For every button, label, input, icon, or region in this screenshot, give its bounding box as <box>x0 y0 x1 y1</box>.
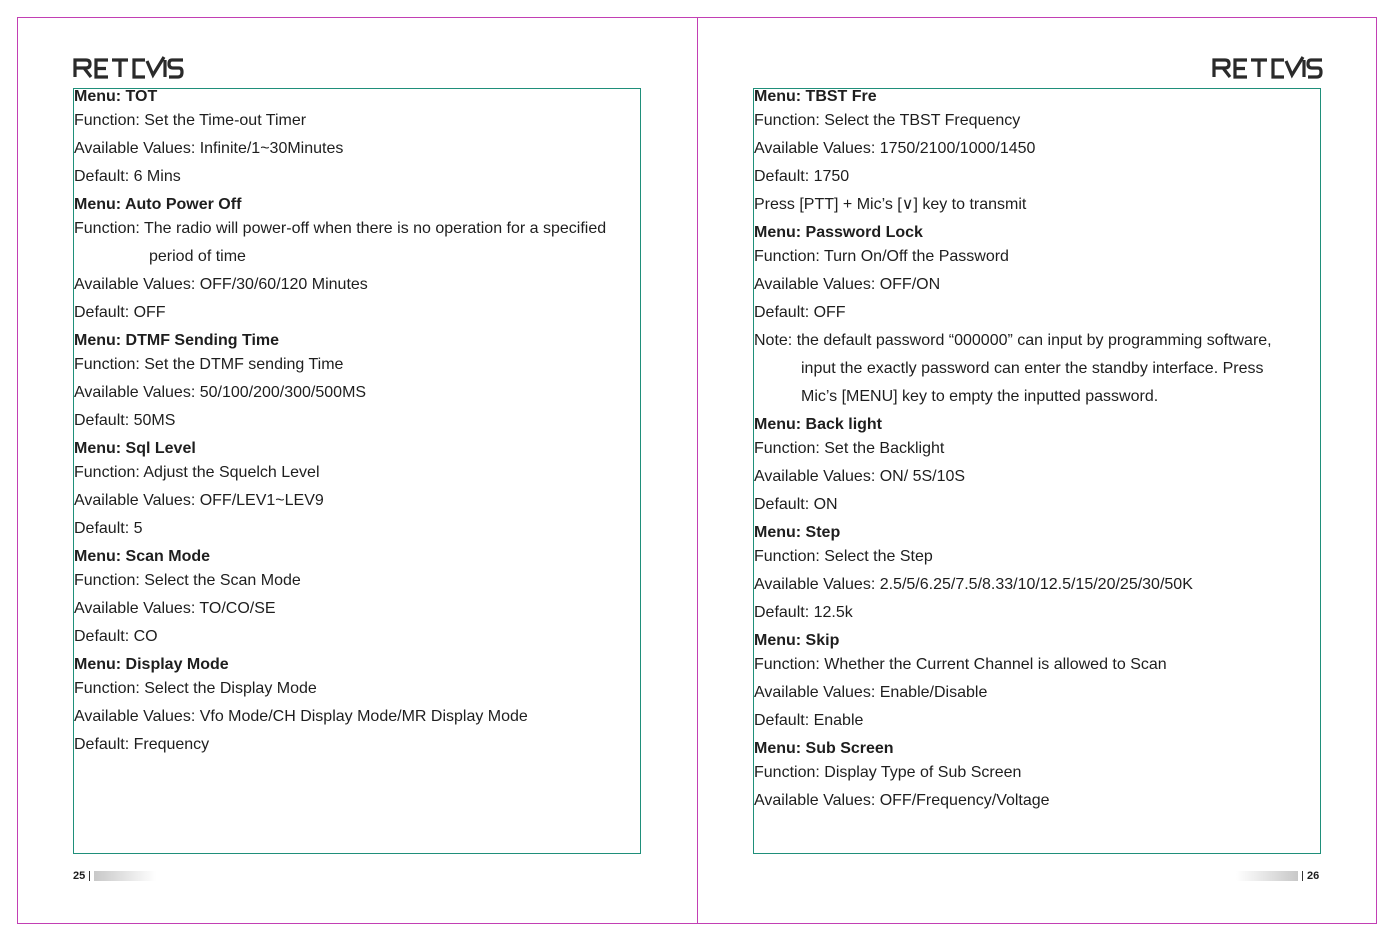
footer-gradient-bar <box>1236 871 1298 881</box>
section-line: Press [PTT] + Mic’s [∨] key to transmit <box>754 196 1027 213</box>
page-number: 25 <box>73 870 86 883</box>
section-title: Menu: Password Lock <box>754 224 923 241</box>
section-line: Function: Select the TBST Frequency <box>754 112 1021 129</box>
section-line: Function: Select the Step <box>754 548 933 565</box>
section-title: Menu: Scan Mode <box>74 548 211 565</box>
section-line: Function: Turn On/Off the Password <box>754 248 1009 265</box>
section-line: Function: Select the Display Mode <box>74 680 317 697</box>
section-title: Menu: DTMF Sending Time <box>74 332 280 349</box>
section-scan-mode <box>74 547 640 651</box>
section-line: Note: the default password “000000” can input by programming software, <box>754 332 1272 349</box>
section-line: Available Values: 50/100/200/300/500MS <box>74 384 367 401</box>
section-line: Available Values: OFF/LEV1~LEV9 <box>74 492 324 509</box>
section-sql-level <box>74 439 640 543</box>
section-line: Available Values: Infinite/1~30Minutes <box>74 140 344 157</box>
section-line: Default: 50MS <box>74 412 176 429</box>
right-page-content <box>753 88 1321 854</box>
section-line: Default: Enable <box>754 712 864 729</box>
section-sub-screen <box>754 739 1320 815</box>
section-back-light <box>754 415 1320 519</box>
page-gutter-divider <box>697 17 698 924</box>
section-display-mode <box>74 655 640 759</box>
section-line: Available Values: Enable/Disable <box>754 684 988 701</box>
section-line: Available Values: OFF/30/60/120 Minutes <box>74 276 368 293</box>
section-line-continued: input the exactly password can enter the standby interface. Press <box>801 360 1264 377</box>
section-title: Menu: TOT <box>74 88 158 105</box>
section-auto-power-off <box>74 195 640 327</box>
section-line-continued: period of time <box>149 248 246 265</box>
section-line: Default: 1750 <box>754 168 850 185</box>
section-line: Available Values: Vfo Mode/CH Display Mode/MR Display Mode <box>74 708 528 725</box>
section-line-continued: Mic’s [MENU] key to empty the inputted password. <box>801 388 1159 405</box>
section-dtmf-sending-time <box>74 331 640 435</box>
section-title: Menu: TBST Fre <box>754 88 877 105</box>
section-title: Menu: Back light <box>754 416 883 433</box>
section-skip <box>754 631 1320 735</box>
section-title: Menu: Sql Level <box>74 440 196 457</box>
footer-left <box>73 869 156 883</box>
section-title: Menu: Sub Screen <box>754 740 894 757</box>
section-line: Function: The radio will power-off when there is no operation for a specified <box>74 220 607 237</box>
left-page-content <box>73 88 641 854</box>
section-line: Function: Adjust the Squelch Level <box>74 464 320 481</box>
section-title: Menu: Auto Power Off <box>74 196 242 213</box>
section-line: Available Values: 2.5/5/6.25/7.5/8.33/10/12.5/15/20/25/30/50K <box>754 576 1193 593</box>
retevis-logo-icon <box>72 55 184 81</box>
section-title: Menu: Skip <box>754 632 840 649</box>
section-line: Default: CO <box>74 628 158 645</box>
section-line: Available Values: 1750/2100/1000/1450 <box>754 140 1036 157</box>
section-line: Default: 5 <box>74 520 143 537</box>
section-line: Function: Set the Time-out Timer <box>74 112 307 129</box>
footer-gradient-bar <box>94 871 156 881</box>
section-line: Default: Frequency <box>74 736 210 753</box>
section-title: Menu: Display Mode <box>74 656 229 673</box>
retevis-logo-right <box>1211 55 1323 81</box>
section-line: Default: OFF <box>74 304 166 321</box>
page-number: 26 <box>1307 870 1320 883</box>
section-step <box>754 523 1320 627</box>
section-tbst-fre <box>754 87 1320 219</box>
section-line: Function: Display Type of Sub Screen <box>754 764 1022 781</box>
section-tot <box>74 87 640 191</box>
section-line: Function: Select the Scan Mode <box>74 572 301 589</box>
section-title: Menu: Step <box>754 524 841 541</box>
section-line: Function: Set the DTMF sending Time <box>74 356 344 373</box>
retevis-logo-icon <box>1211 55 1323 81</box>
section-password-lock <box>754 223 1320 411</box>
footer-separator <box>89 871 90 881</box>
retevis-logo-left <box>72 55 184 81</box>
section-line: Available Values: ON/ 5S/10S <box>754 468 966 485</box>
footer-separator <box>1302 871 1303 881</box>
section-line: Function: Set the Backlight <box>754 440 945 457</box>
section-line: Available Values: TO/CO/SE <box>74 600 276 617</box>
section-line: Default: ON <box>754 496 838 513</box>
section-line: Default: OFF <box>754 304 846 321</box>
section-line: Available Values: OFF/ON <box>754 276 941 293</box>
section-line: Default: 6 Mins <box>74 168 181 185</box>
footer-right <box>1236 869 1319 883</box>
section-line: Function: Whether the Current Channel is allowed to Scan <box>754 656 1167 673</box>
section-line: Default: 12.5k <box>754 604 853 621</box>
section-line: Available Values: OFF/Frequency/Voltage <box>754 792 1050 809</box>
